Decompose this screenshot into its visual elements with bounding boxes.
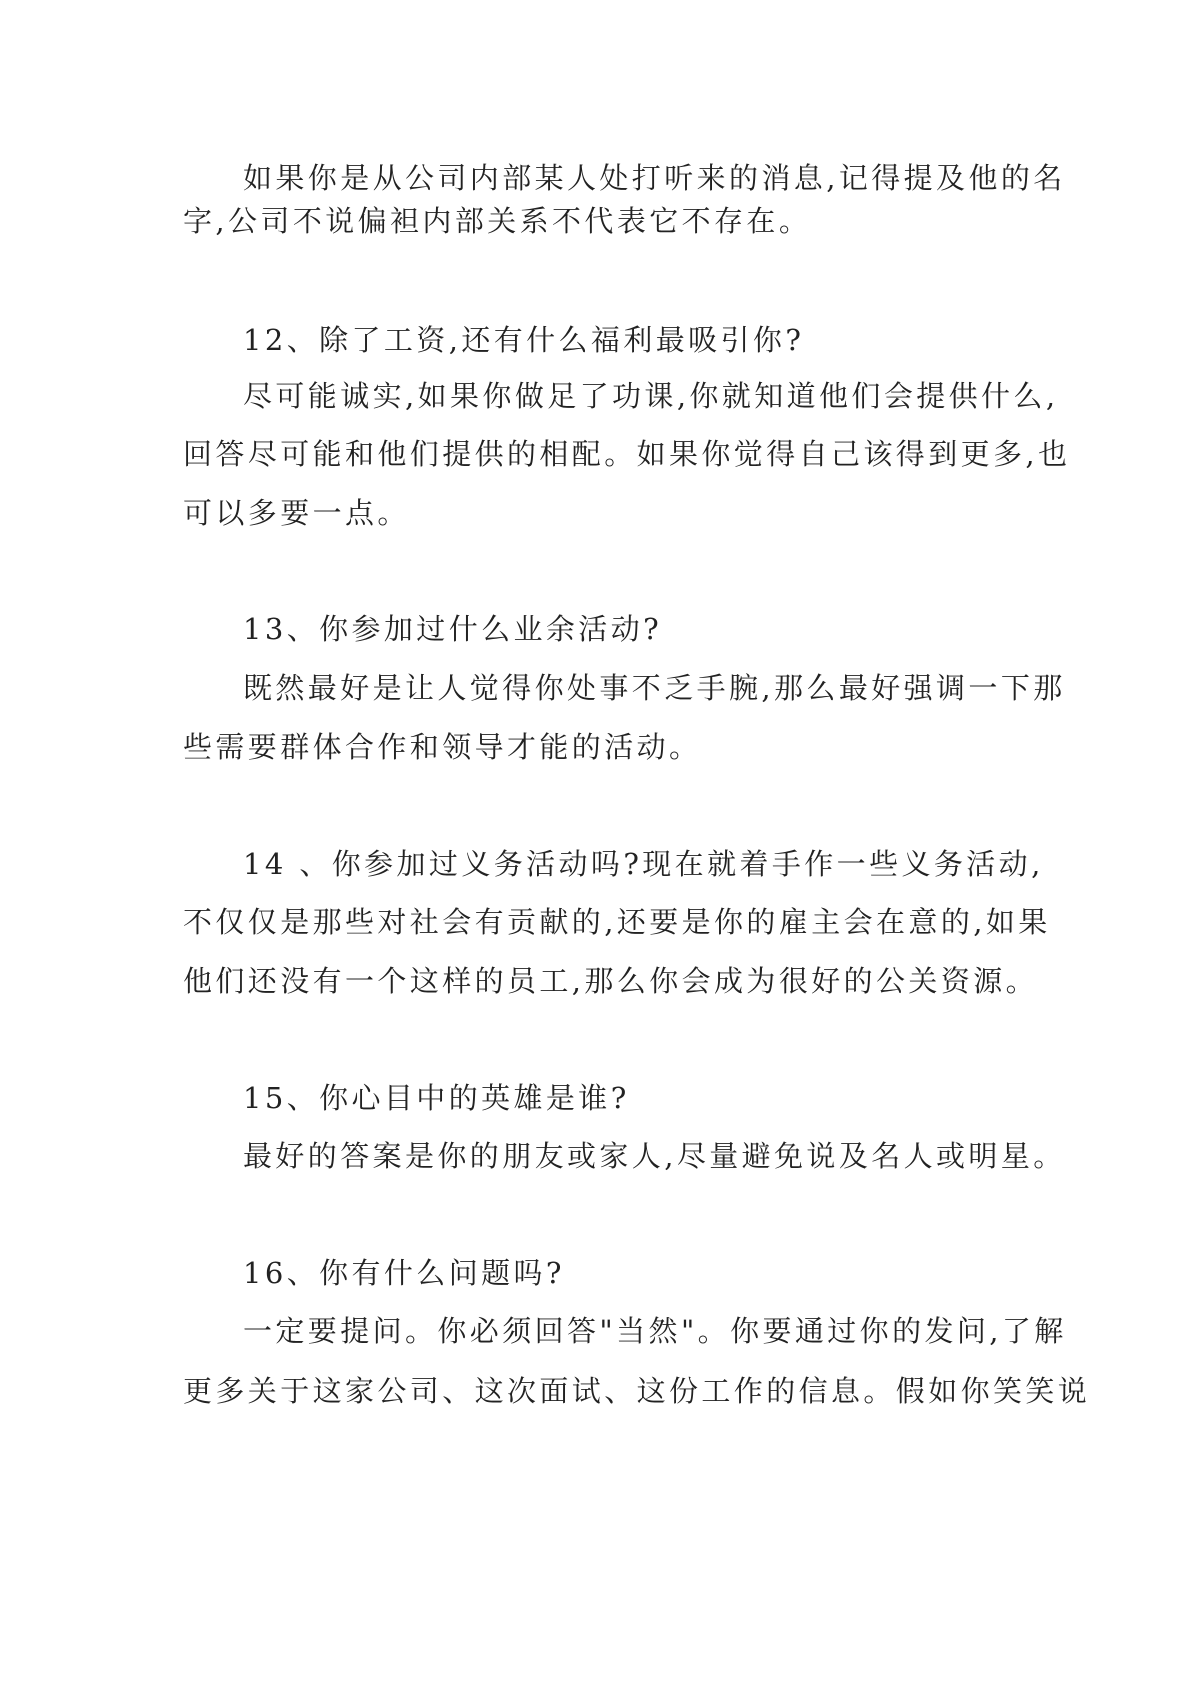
paragraph-line: 些需要群体合作和领导才能的活动。	[183, 730, 702, 764]
paragraph-line: 既然最好是让人觉得你处事不乏手腕,那么最好强调一下那	[243, 671, 1066, 705]
paragraph-line: 更多关于这家公司、这次面试、这份工作的信息。假如你笑笑说	[183, 1374, 1091, 1408]
paragraph-line: 尽可能诚实,如果你做足了功课,你就知道他们会提供什么,	[243, 379, 1059, 413]
paragraph-line: 字,公司不说偏袒内部关系不代表它不存在。	[183, 204, 812, 238]
question-heading: 12、除了工资,还有什么福利最吸引你?	[243, 323, 805, 357]
paragraph-line: 他们还没有一个这样的员工,那么你会成为很好的公关资源。	[183, 964, 1039, 998]
paragraph-line: 一定要提问。你必须回答"当然"。你要通过你的发问,了解	[243, 1314, 1067, 1348]
question-heading: 13、你参加过什么业余活动?	[243, 612, 663, 646]
question-heading: 14 、你参加过义务活动吗?现在就着手作一些义务活动,	[243, 847, 1044, 881]
question-heading: 16、你有什么问题吗?	[243, 1256, 565, 1290]
paragraph-line: 最好的答案是你的朋友或家人,尽量避免说及名人或明星。	[243, 1139, 1066, 1173]
paragraph-line: 如果你是从公司内部某人处打听来的消息,记得提及他的名	[243, 161, 1066, 195]
question-heading: 15、你心目中的英雄是谁?	[243, 1081, 630, 1115]
paragraph-line: 回答尽可能和他们提供的相配。如果你觉得自己该得到更多,也	[183, 437, 1071, 471]
paragraph-line: 可以多要一点。	[183, 496, 410, 530]
paragraph-line: 不仅仅是那些对社会有贡献的,还要是你的雇主会在意的,如果	[183, 905, 1051, 939]
